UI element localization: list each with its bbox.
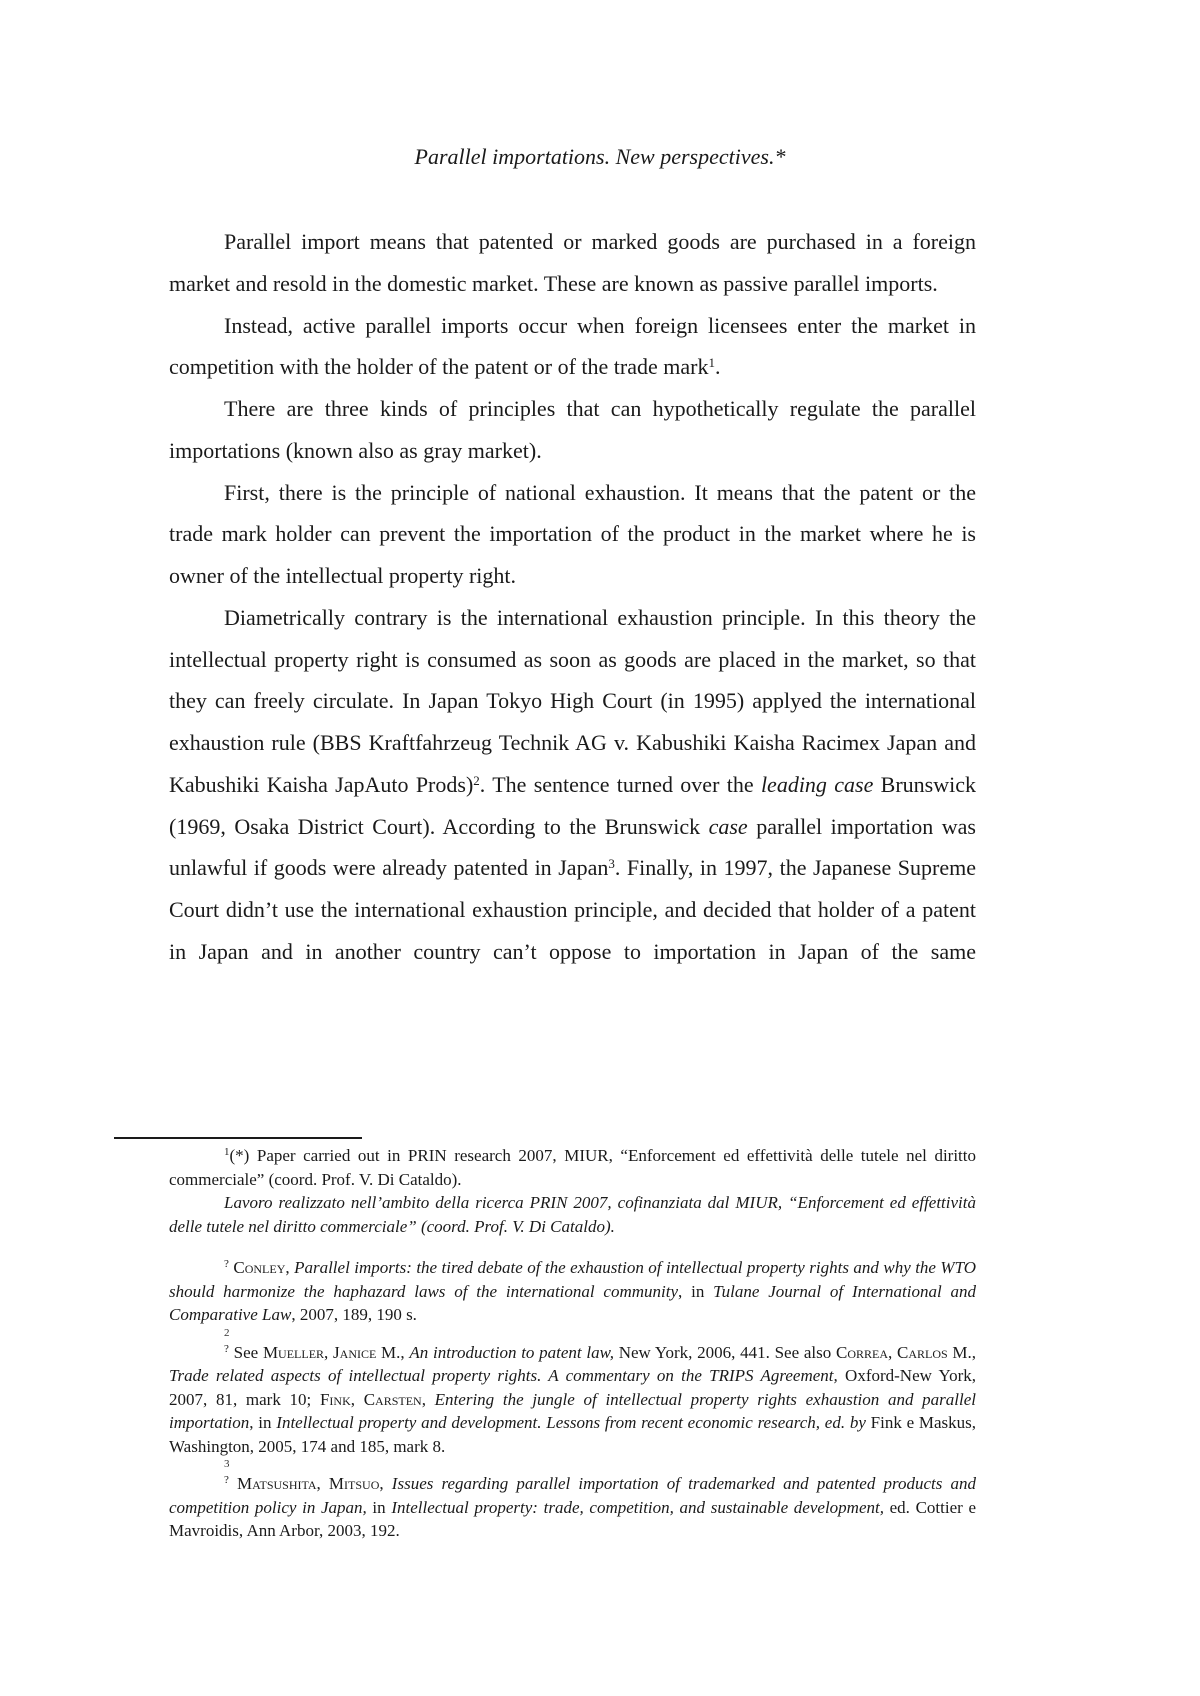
footnote-2-citation: , 2007, 189, 190 s. <box>291 1305 417 1324</box>
footnote-4 <box>169 1472 976 1543</box>
footnote-3-title-2: Trade related aspects of intellectual property rights. A commentary on the TRIPS Agreement, <box>169 1366 838 1385</box>
footnote-3-in: , in <box>249 1413 277 1432</box>
footnote-3-author-3: Fink, Carsten <box>319 1389 422 1409</box>
footnote-4-number: ? <box>224 1474 229 1486</box>
footnote-2-title: Parallel imports: the tired debate of the exhaustion of intellectual property rights and why the WTO should harmonize the haphazard laws of the international community <box>169 1258 977 1301</box>
footnote-3-number: ? <box>224 1342 229 1355</box>
paragraph-1: Parallel import means that patented or marked goods are purchased in a foreign market and resold in the domestic market. These are known as passive parallel imports. <box>169 229 976 296</box>
paragraph-5-part-d: parallel importation was unlawful if goods were already patented in Japan <box>169 813 976 881</box>
footnote-1-text: (*) Paper carried out in PRIN research 2007, MIUR, “Enforcement ed effettività delle tutele nel diritto commerciale” (coord. Prof. V. Di Cataldo). <box>169 1146 976 1189</box>
footnote-3-separator-1: , <box>400 1342 410 1362</box>
footnote-3 <box>169 1341 976 1459</box>
footnote-4-author: Matsushita, Mitsuo <box>237 1474 380 1493</box>
footnote-3-author-1: Mueller, Janice M. <box>262 1342 401 1362</box>
footnote-3-marker: 3 <box>224 1458 230 1470</box>
footnote-3-title-3: Entering the jungle of intellectual property rights exhaustion and parallel importation <box>169 1389 977 1432</box>
footnote-1-italian: Lavoro realizzato nell’ambito della ricerca PRIN 2007, cofinanziata dal MIUR, “Enforcement ed effettività delle tutele nel diritto commerciale” (coord. Prof. V. Di Cataldo). <box>169 1193 976 1236</box>
paragraph-4: First, there is the principle of national exhaustion. It means that the patent or the trade mark holder can prevent the importation of the product in the market where he is owner of the intellectual property right. <box>169 479 976 588</box>
paragraph-2-text: Instead, active parallel imports occur when foreign licensees enter the market in competition with the holder of the patent or of the trade mark <box>169 312 976 380</box>
paragraph-5 <box>169 597 976 973</box>
footnote-2 <box>169 1256 976 1327</box>
paragraph-5-part-e: . Finally, in 1997, the Japanese Supreme Court didn’t use the international exhaustion principle, and decided that holder of a patent in Japan and in another country can’t oppose to importation in Japan of the same <box>169 855 976 964</box>
footnotes <box>169 1144 976 1543</box>
footnote-2-in: , in <box>678 1281 714 1301</box>
paragraph-2 <box>169 305 976 389</box>
footnote-2-number: ? <box>224 1258 229 1270</box>
footnote-4-in: in <box>366 1497 392 1517</box>
footnote-2-separator: , <box>285 1258 295 1277</box>
footnote-2-author: Conley <box>233 1258 286 1277</box>
footnote-ref-1[interactable]: 1 <box>708 355 715 371</box>
footnote-4-book: Intellectual property: trade, competition, and sustainable development, <box>391 1497 884 1517</box>
footnote-separator <box>114 1137 362 1139</box>
footnote-ref-3[interactable]: 3 <box>608 856 615 872</box>
footnote-gap <box>169 1238 976 1256</box>
footnote-3-citation-2: Oxford-New York, 2007, 81, mark 10; <box>169 1366 977 1409</box>
footnote-4-title: Issues regarding parallel importation of trademarked and patented products and competition policy in Japan, <box>169 1474 977 1517</box>
footnote-ref-2[interactable]: 2 <box>473 772 480 788</box>
footnote-1 <box>169 1144 976 1191</box>
footnote-3-citation-3: Fink e Maskus, Washington, 2005, 174 and 185, mark 8. <box>169 1413 977 1456</box>
leading-case-term: leading case <box>760 771 874 797</box>
paragraph-5-part-a: Diametrically contrary is the international exhaustion principle. In this theory the intellectual property right is consumed as soon as goods are placed in the market, so that they can freely circulate. In Japan Tokyo High Court (in 1995) applyed the international exhaustion rule (BBS Kraftfahrzeug Technik AG v. Kabushiki Kaisha Racimex Japan and Kabushiki Kaisha JapAuto Prods) <box>169 604 976 797</box>
footnote-3-separator-3: , <box>421 1389 435 1409</box>
footnote-3-see: See <box>233 1342 263 1362</box>
footnote-3-author-2: Correa, Carlos M. <box>836 1342 972 1362</box>
footnote-4-citation: ed. Cottier e Mavroidis, Ann Arbor, 2003, 192. <box>169 1497 976 1540</box>
footnote-1-number: 1 <box>224 1146 230 1158</box>
paragraph-3: There are three kinds of principles that can hypothetically regulate the parallel importations (known also as gray market). <box>169 396 976 463</box>
footnote-2-marker: 2 <box>224 1326 230 1339</box>
paragraph-5-part-c: Brunswick (1969, Osaka District Court). According to the Brunswick <box>169 771 976 839</box>
footnote-3-book: Intellectual property and development. Lessons from recent economic research, ed. by <box>276 1413 866 1432</box>
footnote-2-journal: Tulane Journal of International and Comparative Law <box>169 1281 976 1324</box>
body-text <box>169 221 976 973</box>
page-title: Parallel importations. New perspectives.* <box>414 144 786 169</box>
footnote-4-separator: , <box>379 1474 392 1493</box>
footnote-3-separator-2: , <box>971 1342 977 1362</box>
case-term: case <box>708 813 748 839</box>
footnote-3-citation-1: New York, 2006, 441. See also <box>613 1342 837 1362</box>
paragraph-2-end: . <box>714 354 721 380</box>
footnote-3-title-1: An introduction to patent law, <box>409 1342 614 1362</box>
paragraph-5-part-b: . The sentence turned over the <box>479 771 761 797</box>
